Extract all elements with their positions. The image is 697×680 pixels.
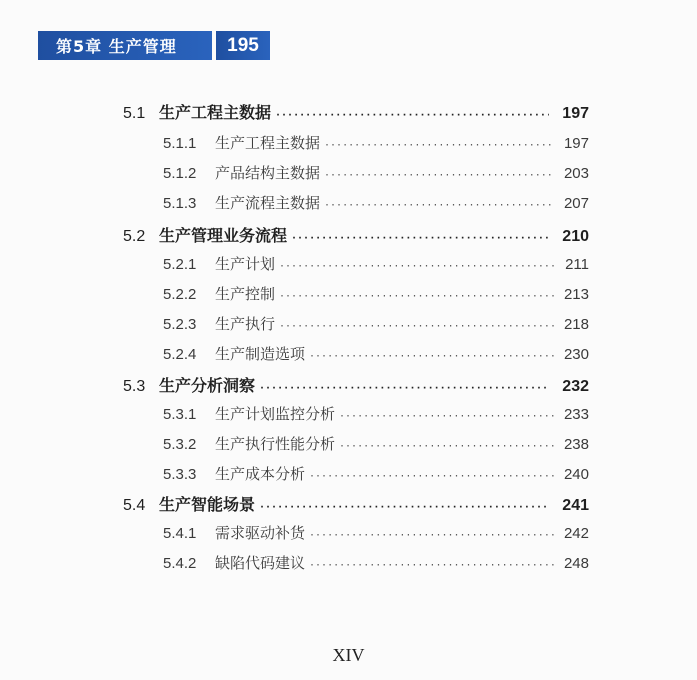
chapter-title: 第5章 生产管理 bbox=[38, 31, 212, 60]
subsection-number: 5.2.2 bbox=[163, 286, 197, 303]
subsection-title: 生产制造选项 bbox=[215, 345, 306, 363]
toc-subsection[interactable] bbox=[163, 313, 589, 334]
section-page: 210 bbox=[562, 228, 589, 245]
section-number: 5.3 bbox=[123, 378, 146, 395]
section-number: 5.4 bbox=[123, 497, 146, 514]
subsection-title: 产品结构主数据 bbox=[215, 164, 321, 182]
toc-subsection[interactable] bbox=[163, 132, 589, 153]
dot-leader bbox=[259, 502, 549, 513]
subsection-number: 5.3.1 bbox=[163, 406, 197, 423]
subsection-page: 248 bbox=[563, 555, 589, 572]
dot-leader bbox=[309, 530, 555, 541]
section-number: 5.1 bbox=[123, 105, 146, 122]
subsection-title: 生产执行 bbox=[215, 315, 276, 333]
toc-section[interactable] bbox=[123, 223, 589, 246]
chapter-header bbox=[38, 31, 270, 60]
toc-subsection[interactable] bbox=[163, 433, 589, 454]
dot-leader bbox=[324, 170, 555, 181]
subsection-number: 5.4.2 bbox=[163, 555, 197, 572]
subsection-title: 生产计划监控分析 bbox=[215, 405, 336, 423]
dot-leader bbox=[291, 233, 549, 244]
chapter-page-number: 195 bbox=[216, 31, 270, 60]
section-number: 5.2 bbox=[123, 228, 146, 245]
subsection-number: 5.2.3 bbox=[163, 316, 197, 333]
section-title: 生产工程主数据 bbox=[159, 103, 272, 122]
section-page: 232 bbox=[562, 378, 589, 395]
section-title: 生产管理业务流程 bbox=[159, 226, 288, 245]
subsection-number: 5.4.1 bbox=[163, 525, 197, 542]
toc-subsection[interactable] bbox=[163, 162, 589, 183]
subsection-number: 5.3.2 bbox=[163, 436, 197, 453]
subsection-number: 5.3.3 bbox=[163, 466, 197, 483]
page-folio: XIV bbox=[332, 645, 365, 665]
toc-subsection[interactable] bbox=[163, 403, 589, 424]
subsection-page: 233 bbox=[563, 406, 589, 423]
subsection-page: 211 bbox=[565, 256, 589, 273]
section-page: 241 bbox=[562, 497, 589, 514]
subsection-number: 5.1.2 bbox=[163, 165, 197, 182]
toc-section[interactable] bbox=[123, 100, 589, 123]
toc-subsection[interactable] bbox=[163, 192, 589, 213]
dot-leader bbox=[324, 200, 555, 211]
subsection-page: 238 bbox=[563, 436, 589, 453]
subsection-number: 5.2.4 bbox=[163, 346, 197, 363]
dot-leader bbox=[309, 560, 555, 571]
subsection-title: 生产流程主数据 bbox=[215, 194, 321, 212]
toc-subsection[interactable] bbox=[163, 253, 589, 274]
dot-leader bbox=[259, 383, 549, 394]
toc-section[interactable] bbox=[123, 373, 589, 396]
subsection-page: 207 bbox=[563, 195, 589, 212]
dot-leader bbox=[309, 471, 555, 482]
subsection-title: 生产执行性能分析 bbox=[215, 435, 336, 453]
toc-subsection[interactable] bbox=[163, 522, 589, 543]
subsection-title: 生产工程主数据 bbox=[215, 134, 321, 152]
toc-subsection[interactable] bbox=[163, 463, 589, 484]
subsection-page: 213 bbox=[563, 286, 589, 303]
dot-leader bbox=[279, 291, 555, 302]
dot-leader bbox=[324, 140, 555, 151]
dot-leader bbox=[279, 261, 555, 272]
subsection-page: 240 bbox=[563, 466, 589, 483]
toc-subsection[interactable] bbox=[163, 552, 589, 573]
subsection-page: 218 bbox=[563, 316, 589, 333]
subsection-number: 5.1.1 bbox=[163, 135, 197, 152]
subsection-number: 5.2.1 bbox=[163, 256, 197, 273]
dot-leader bbox=[279, 321, 555, 332]
toc-section[interactable] bbox=[123, 492, 589, 515]
subsection-number: 5.1.3 bbox=[163, 195, 197, 212]
section-page: 197 bbox=[562, 105, 589, 122]
subsection-page: 203 bbox=[563, 165, 589, 182]
subsection-title: 生产计划 bbox=[215, 255, 276, 273]
subsection-title: 需求驱动补货 bbox=[215, 524, 306, 542]
toc-subsection[interactable] bbox=[163, 283, 589, 304]
subsection-title: 缺陷代码建议 bbox=[215, 554, 306, 572]
subsection-page: 197 bbox=[563, 135, 589, 152]
dot-leader bbox=[275, 110, 549, 121]
subsection-page: 242 bbox=[563, 525, 589, 542]
dot-leader bbox=[339, 411, 555, 422]
subsection-title: 生产成本分析 bbox=[215, 465, 306, 483]
subsection-page: 230 bbox=[563, 346, 589, 363]
dot-leader bbox=[339, 441, 555, 452]
dot-leader bbox=[309, 351, 555, 362]
section-title: 生产智能场景 bbox=[159, 495, 256, 514]
section-title: 生产分析洞察 bbox=[159, 376, 256, 395]
subsection-title: 生产控制 bbox=[215, 285, 276, 303]
toc-subsection[interactable] bbox=[163, 343, 589, 364]
